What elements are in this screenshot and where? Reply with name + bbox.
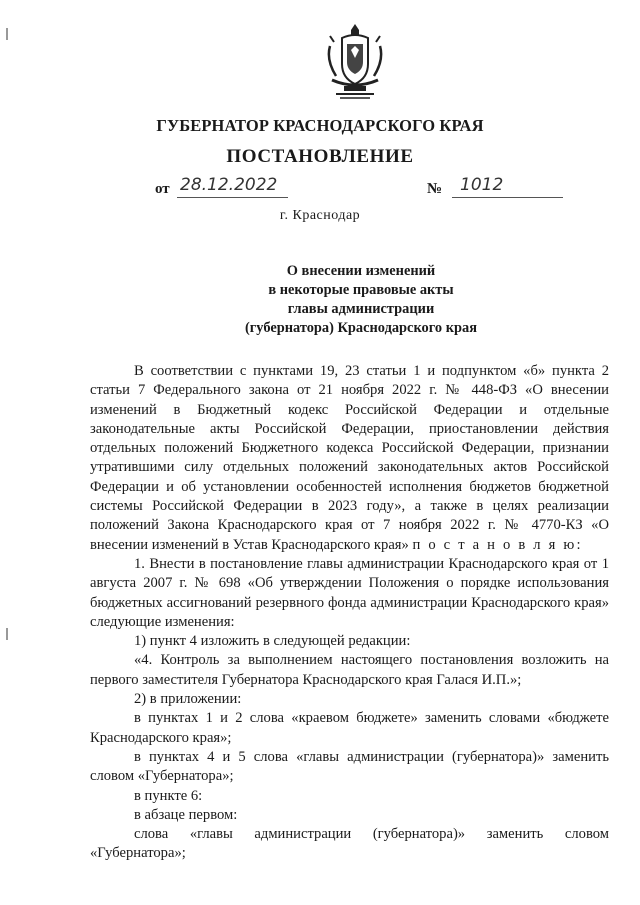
title-line: О внесении изменений [286, 263, 436, 279]
handwritten-date: 28.12.2022 [177, 175, 288, 198]
preamble-paragraph [90, 362, 609, 555]
document-title [160, 262, 562, 338]
coat-of-arms-emblem [322, 22, 388, 104]
organization-heading: ГУБЕРНАТОР КРАСНОДАРСКОГО КРАЯ [156, 116, 484, 135]
item-1-2-paragraph: 2) в приложении: [134, 691, 242, 708]
document-type-heading: ПОСТАНОВЛЕНИЕ [226, 146, 414, 167]
number-prefix: № [427, 181, 443, 197]
item-1-2-b-paragraph: в пунктах 4 и 5 слова «главы администрации (губернатора)» заменить словом «Губернатора»; [90, 748, 609, 785]
item-1-2-e-paragraph: слова «главы администрации (губернатора)» заменить словом «Губернатора»; [90, 826, 609, 862]
decree-word: п о с т а н о в л я ю: [412, 536, 583, 553]
item-1-1-text-paragraph: «4. Контроль за выполнением настоящего постановления возложить на первого заместителя Губернатора Краснодарского края Галася И.П.»; [90, 652, 609, 688]
margin-mark [6, 628, 8, 640]
item-1-1-paragraph: 1) пункт 4 изложить в следующей редакции: [134, 633, 411, 650]
item-1-paragraph: 1. Внести в постановление главы администрации Краснодарского края от 1 августа 2007 г. № 698 «Об утверждении Положения о порядке использования бюджетных ассигнований резервного фонда администрации Краснодарского края» следующие изменения: [90, 555, 609, 630]
preamble-text: В соответствии с пунктами 19, 23 статьи 1 и подпунктом «б» пункта 2 статьи 7 Федерального закона от 21 ноября 2022 г. № 448-ФЗ «О внесении изменений в Бюджетный кодекс Российской Федерации и отдельные законодательные акты Российской Федерации, приостановлении действия отдельных положений Бюджетного кодекса Российской Федерации, признании утратившими силу отдельных положений законодательных актов Российской Федерации и об установлении особенностей исполнения бюджетов бюджетной системы Российской Федерации в 2023 году», а также в целях реализации положений Закона Краснодарского края от 7 ноября 2022 г. № 4770-КЗ «О внесении изменений в Устав Краснодарского края» [90, 363, 609, 553]
handwritten-number: 1012 [452, 175, 563, 198]
title-line: (губернатора) Краснодарского края [244, 320, 477, 336]
city: г. Краснодар [279, 208, 361, 223]
date-prefix: от [155, 181, 170, 197]
title-line: в некоторые правовые акты [268, 282, 454, 298]
item-1-2-a-paragraph: в пунктах 1 и 2 слова «краевом бюджете» заменить словами «бюджете Краснодарского края»; [90, 710, 609, 746]
item-1-2-d-paragraph: в абзаце первом: [134, 806, 238, 823]
document-body [90, 362, 609, 864]
title-line: главы администрации [287, 301, 435, 317]
item-1-2-c-paragraph: в пункте 6: [134, 787, 203, 804]
margin-mark [6, 28, 8, 40]
